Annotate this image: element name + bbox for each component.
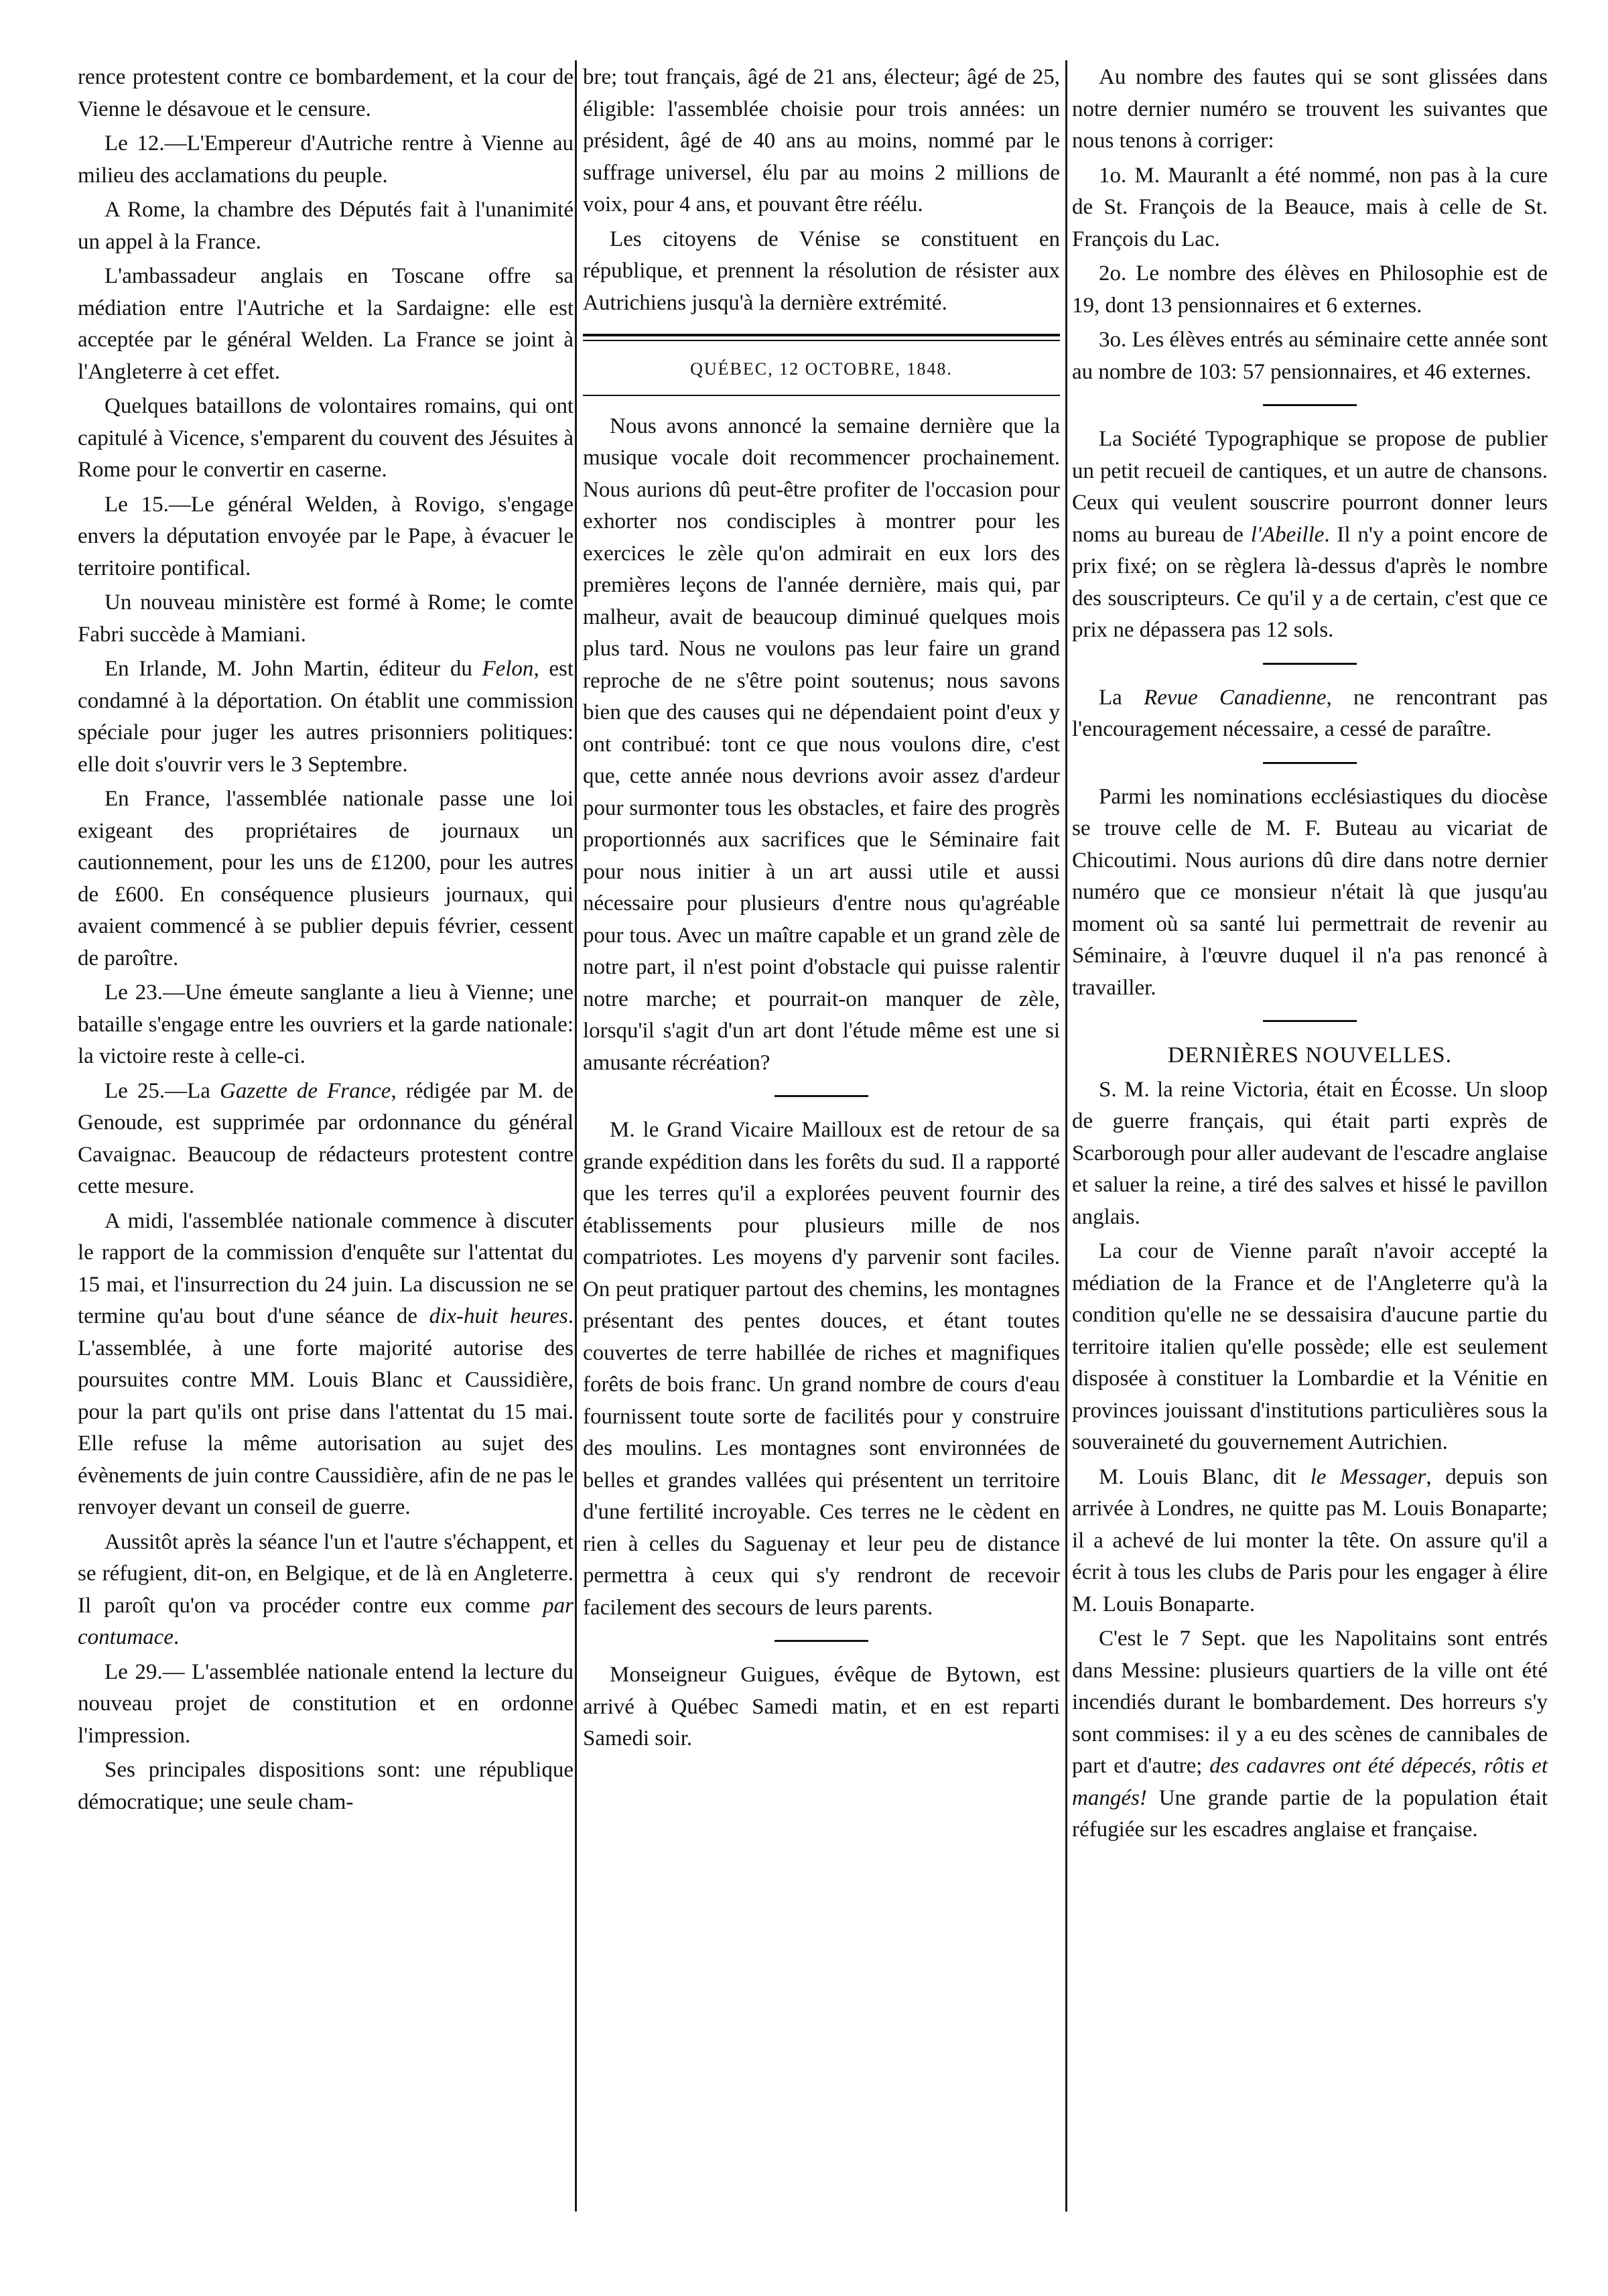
paragraph: Le 15.—Le général Welden, à Rovigo, s'engage envers la députation envoyée par le Pape, à évacuer le territoire pontifical. (78, 492, 574, 580)
separator-rule (1263, 762, 1357, 764)
text-run: A midi, l'assemblée nationale commence à discuter le rapport de la commission d'enquête sur l'attentat du 15 mai, et l'insurrection du 24 juin. La discussion ne se termine qu'au bout d'une séance de (78, 1208, 574, 1328)
text-run: , est condamné à la déportation. On établit une commission spéciale pour juger les autres prisonniers politiques: elle doit s'ouvrir vers le 3 Septembre. (78, 657, 574, 777)
separator-rule (1263, 1020, 1357, 1022)
paragraph: Le 29.— L'assemblée nationale entend la lecture du nouveau projet de constitution et en ordonne l'impression. (78, 1659, 574, 1748)
paragraph: Un nouveau ministère est formé à Rome; le comte Fabri succède à Mamiani. (78, 590, 574, 647)
paragraph: Au nombre des fautes qui se sont glissées dans notre dernier numéro se trouvent les suivantes que nous tenons à corriger: (1072, 65, 1548, 153)
paragraph: Le 23.—Une émeute sanglante a lieu à Vienne; une bataille s'engage entre les ouvriers et la garde nationale: la victoire reste à celle-ci. (78, 980, 574, 1068)
paragraph: 2o. Le nombre des élèves en Philosophie est de 19, dont 13 pensionnaires et 6 externes. (1072, 261, 1548, 318)
text-run: La (1099, 685, 1144, 710)
newspaper-title: l'Abeille (1250, 522, 1325, 547)
paragraph: rence protestent contre ce bombardement, et la cour de Vienne le désavoue et le censure. (78, 65, 574, 121)
text-run: . Il n'y a point encore de prix fixé; on se règlera là-dessus d'après le nombre des souscripteurs. Ce qu'il y a de certain, c'est que ce prix ne dépassera pas 12 sols. (1072, 522, 1548, 642)
paragraph: S. M. la reine Victoria, était en Écosse. Un sloop de guerre français, qui était parti exprès de Scarborough pour aller audevant de l'escadre anglaise et saluer la reine, a tiré des salves et hissé le pavillon anglais. (1072, 1077, 1548, 1229)
paragraph (1072, 424, 1548, 647)
column-2 (583, 62, 1060, 2206)
text-run: Le 25.—La (105, 1078, 220, 1103)
newspaper-title: Revue Canadienne (1144, 685, 1327, 710)
paragraph: Parmi les nominations ecclésiastiques du diocèse se trouve celle de M. F. Buteau au vicariat de Chicoutimi. Nous aurions dû dire dans notre dernier numéro que ce monsieur n'était là que jusqu'au moment où sa santé lui permettrait de revenir au Séminaire, à l'œuvre duquel il n'a pas renoncé à travailler. (1072, 784, 1548, 1000)
paragraph (1072, 1462, 1548, 1621)
dateline: QUÉBEC, 12 OCTOBRE, 1848. (690, 359, 953, 379)
text-run: Aussitôt après la séance l'un et l'autre s'échappent, et se réfugient, dit-on, en Belgique, et de là en Angleterre. Il paroît qu'on va procéder contre eux comme (78, 1529, 574, 1618)
paragraph: Le 12.—L'Empereur d'Autriche rentre à Vienne au milieu des acclamations du peuple. (78, 131, 574, 188)
separator-rule (775, 1640, 868, 1642)
paragraph: Quelques bataillons de volontaires romains, qui ont capitulé à Vicence, s'emparent du couvent des Jésuites à Rome pour le convertir en caserne. (78, 394, 574, 482)
paragraph: Ses principales dispositions sont: une république démocratique; une seule cham- (78, 1758, 574, 1814)
section-rule (583, 334, 1060, 336)
paragraph (78, 653, 574, 781)
text-run: M. Louis Blanc, dit (1099, 1464, 1311, 1489)
text-run: , depuis son arrivée à Londres, ne quitte pas M. Louis Bonaparte; il a achevé de lui monter la tête. On assure qu'il a écrit à tous les clubs de Paris pour les engager à élire M. Louis Bonaparte. (1072, 1464, 1548, 1616)
text-run: . (173, 1625, 180, 1649)
text-run: , ne rencontrant pas l'encouragement nécessaire, a cessé de paraître. (1072, 685, 1548, 741)
paragraph: bre; tout français, âgé de 21 ans, électeur; âgé de 25, éligible: l'assemblée choisie pour trois années: un président, âgé de 40 ans au moins, nommé par le suffrage universel, élu par au moins 2 millions de voix, pour 4 ans, et pouvant être réélu. (583, 65, 1060, 216)
newspaper-title: Felon (482, 657, 534, 681)
text-run: , rédigée par M. de Genoude, est supprimée par ordonnance du général Cavaignac. Beaucoup de rédacteurs protestent contre cette mesure. (78, 1078, 574, 1198)
paragraph: 3o. Les élèves entrés au séminaire cette année sont au nombre de 103: 57 pensionnaires, et 46 externes. (1072, 328, 1548, 384)
paragraph: L'ambassadeur anglais en Toscane offre sa médiation entre l'Autriche et la Sardaigne: elle est acceptée par le général Welden. La France se joint à l'Angleterre à cet effet. (78, 264, 574, 384)
text-run: C'est le 7 Sept. que les Napolitains sont entrés dans Messine: plusieurs quartiers de la ville ont été incendiés durant le bombardement. Des horreurs s'y sont commises: il y a eu des scènes de cannibales de part et d'autre; (1072, 1627, 1548, 1778)
paragraph: En France, l'assemblée nationale passe une loi exigeant des propriétaires de journaux un cautionnement, pour les uns de £1200, pour les autres de £600. En conséquence plusieurs journaux, qui avaient commencé à se publier depuis février, cessent de paroître. (78, 787, 574, 970)
column-3 (1072, 62, 1548, 2206)
text-run: En Irlande, M. John Martin, éditeur du (105, 657, 482, 681)
text-run: . L'assemblée, à une forte majorité autorise des poursuites contre MM. Louis Blanc et Caussidière, pour la part qu'ils ont prise dans l'attentat du 15 mai. Elle refuse la même autorisation au sujet des évènements de juin contre Caussidière, afin de ne pas le renvoyer devant un conseil de guerre. (78, 1304, 574, 1519)
column-rule-2 (1065, 60, 1067, 2212)
paragraph: La cour de Vienne paraît n'avoir accepté la médiation de la France et de l'Angleterre qu'à la condition qu'elle ne se dessaisira d'aucune partie du territoire italien qu'elle possède; elle est seulement disposée à constituer la Lombardie et la Vénitie en provinces jouissant d'institutions particulières sous la souveraineté du gouvernement Autrichien. (1072, 1239, 1548, 1454)
section-rule (583, 395, 1060, 396)
paragraph (1072, 1623, 1548, 1846)
separator-rule (775, 1095, 868, 1097)
text-run: Une grande partie de la population était réfugiée sur les escadres anglaise et française. (1072, 1785, 1548, 1842)
separator-rule (1263, 404, 1357, 406)
paragraph: Les citoyens de Vénise se constituent en république, et prennent la résolution de résister aux Autrichiens jusqu'à la dernière extrémité. (583, 227, 1060, 315)
paragraph (78, 1527, 574, 1654)
newspaper-title: Gazette de France (220, 1078, 391, 1103)
paragraph (1072, 682, 1548, 746)
paragraph: Monseigneur Guigues, évêque de Bytown, est arrivé à Québec Samedi matin, et en est reparti Samedi soir. (583, 1663, 1060, 1750)
column-1 (78, 62, 574, 2206)
emphasis: dix-huit heures (429, 1304, 568, 1328)
column-rule-1 (575, 60, 577, 2212)
paragraph: 1o. M. Mauranlt a été nommé, non pas à la cure de St. François de la Beauce, mais à celle de St. François du Lac. (1072, 163, 1548, 251)
section-heading: DERNIÈRES NOUVELLES. (1167, 1043, 1453, 1068)
separator-rule (1263, 663, 1357, 665)
paragraph (78, 1206, 574, 1524)
paragraph: Nous avons annoncé la semaine dernière que la musique vocale doit recommencer prochainement. Nous aurions dû peut-être profiter de l'occasion pour exhorter nos condisciples à montrer pour les exercices le zèle qu'on admirait en eux lors des premières leçons de l'année dernière, mais qui, par malheur, avait de beaucoup diminué quelques mois plus tard. Nous ne voulons pas leur faire un grand reproche de ne s'être point soutenus; nous savons bien que des causes qui ne dépendaient point d'eux y ont contribué: tont ce que nous voulons dire, c'est que, cette année nous devrions avoir assez d'ardeur pour surmonter tous les obstacles, et faire des progrès proportionnés aux sacrifices que le Séminaire fait pour nous initier à un art aussi utile et aussi nécessaire pour plusieurs d'entre nous qu'agréable pour tous. Avec un maître capable et un grand zèle de notre part, il n'est point d'obstacle qui puisse ralentir notre marche; et pourrait-on manquer de zèle, lorsqu'il s'agit d'un art dont l'étude même est une si amusante récréation? (583, 413, 1060, 1075)
paragraph: M. le Grand Vicaire Mailloux est de retour de sa grande expédition dans les forêts du sud. Il a rapporté que les terres qu'il a explorées peuvent fournir des établissements pour plusieurs mille de nos compatriotes. Les moyens d'y parvenir sont faciles. On peut pratiquer partout des chemins, les montagnes présentant des pentes douces, et étant toutes couvertes de terre habillée de riches et magnifiques forêts de bois franc. Un grand nombre de cours d'eau fournissent toute sorte de facilités pour y construire des moulins. Les montagnes sont environnées de belles et grandes vallées qui présentent un territoire d'une fertilité incroyable. Ces terres ne le cèdent en rien à celles du Saguenay et leur peu de distance permettra à ceux qui s'y rendront de recevoir facilement des secours de leurs parents. (583, 1118, 1060, 1620)
emphasis: des cadavres ont été dépecés, rôtis et mangés! (1072, 1754, 1548, 1810)
text-run: La Société Typographique se propose de publier un petit recueil de cantiques, et un autre de chansons. Ceux qui veulent souscrire pourront donner leurs noms au bureau de (1072, 427, 1548, 547)
newspaper-title: le Messager (1310, 1464, 1426, 1489)
paragraph: A Rome, la chambre des Députés fait à l'unanimité un appel à la France. (78, 198, 574, 254)
emphasis: par contumace (78, 1593, 574, 1649)
paragraph (78, 1076, 574, 1203)
section-rule (583, 340, 1060, 341)
